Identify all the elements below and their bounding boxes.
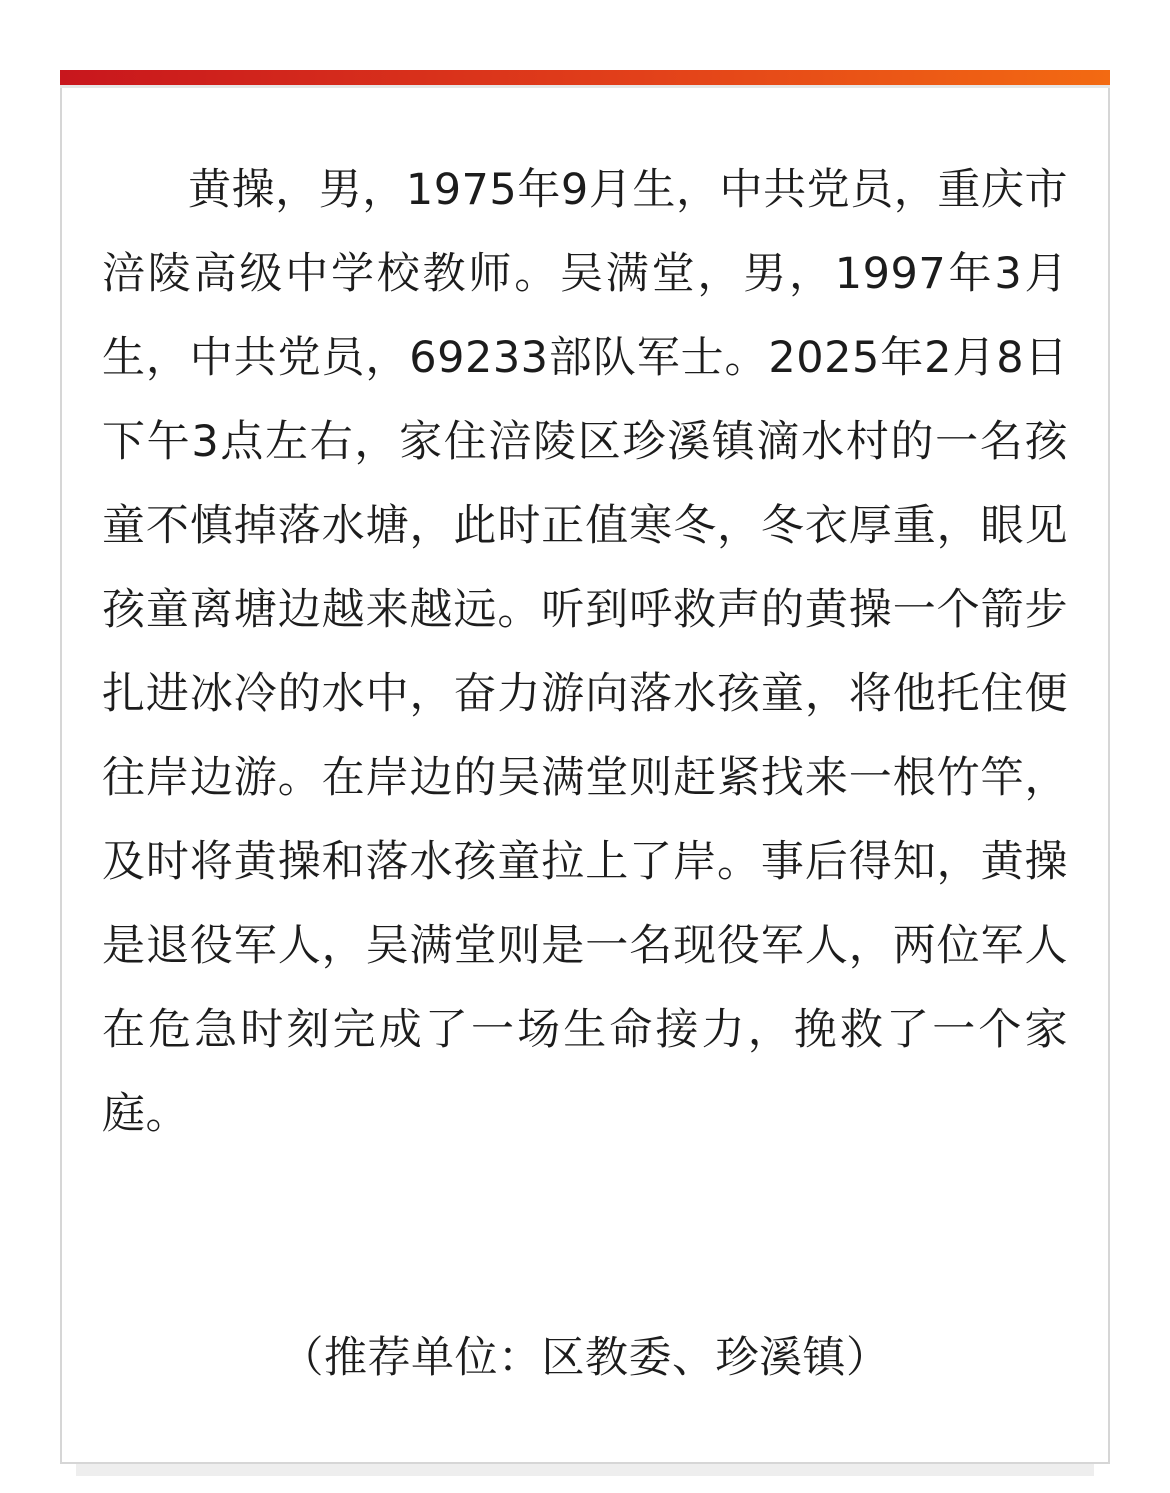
accent-bar-underline: [60, 85, 1110, 88]
accent-bar: [60, 70, 1110, 85]
recommending-units: （推荐单位：区教委、珍溪镇）: [280, 1333, 890, 1383]
card-shadow: [76, 1462, 1094, 1476]
article-card: [60, 70, 1110, 1464]
article-paragraph: 黄操，男，1975年9月生，中共党员，重庆市涪陵高级中学校教师。吴满堂，男，1997年3月生，中共党员，69233部队军士。2025年2月8日下午3点左右，家住涪陵区珍溪镇滴水村的一名孩童不慎掉落水塘，此时正值寒冬，冬衣厚重，眼见孩童离塘边越来越远。听到呼救声的黄操一个箭步扎进冰冷的水中，奋力游向落水孩童，将他托住便往岸边游。在岸边的吴满堂则赶紧找来一根竹竿，及时将黄操和落水孩童拉上了岸。事后得知，黄操是退役军人，吴满堂则是一名现役军人，两位军人在危急时刻完成了一场生命接力，挽救了一个家庭。: [102, 165, 1068, 1139]
